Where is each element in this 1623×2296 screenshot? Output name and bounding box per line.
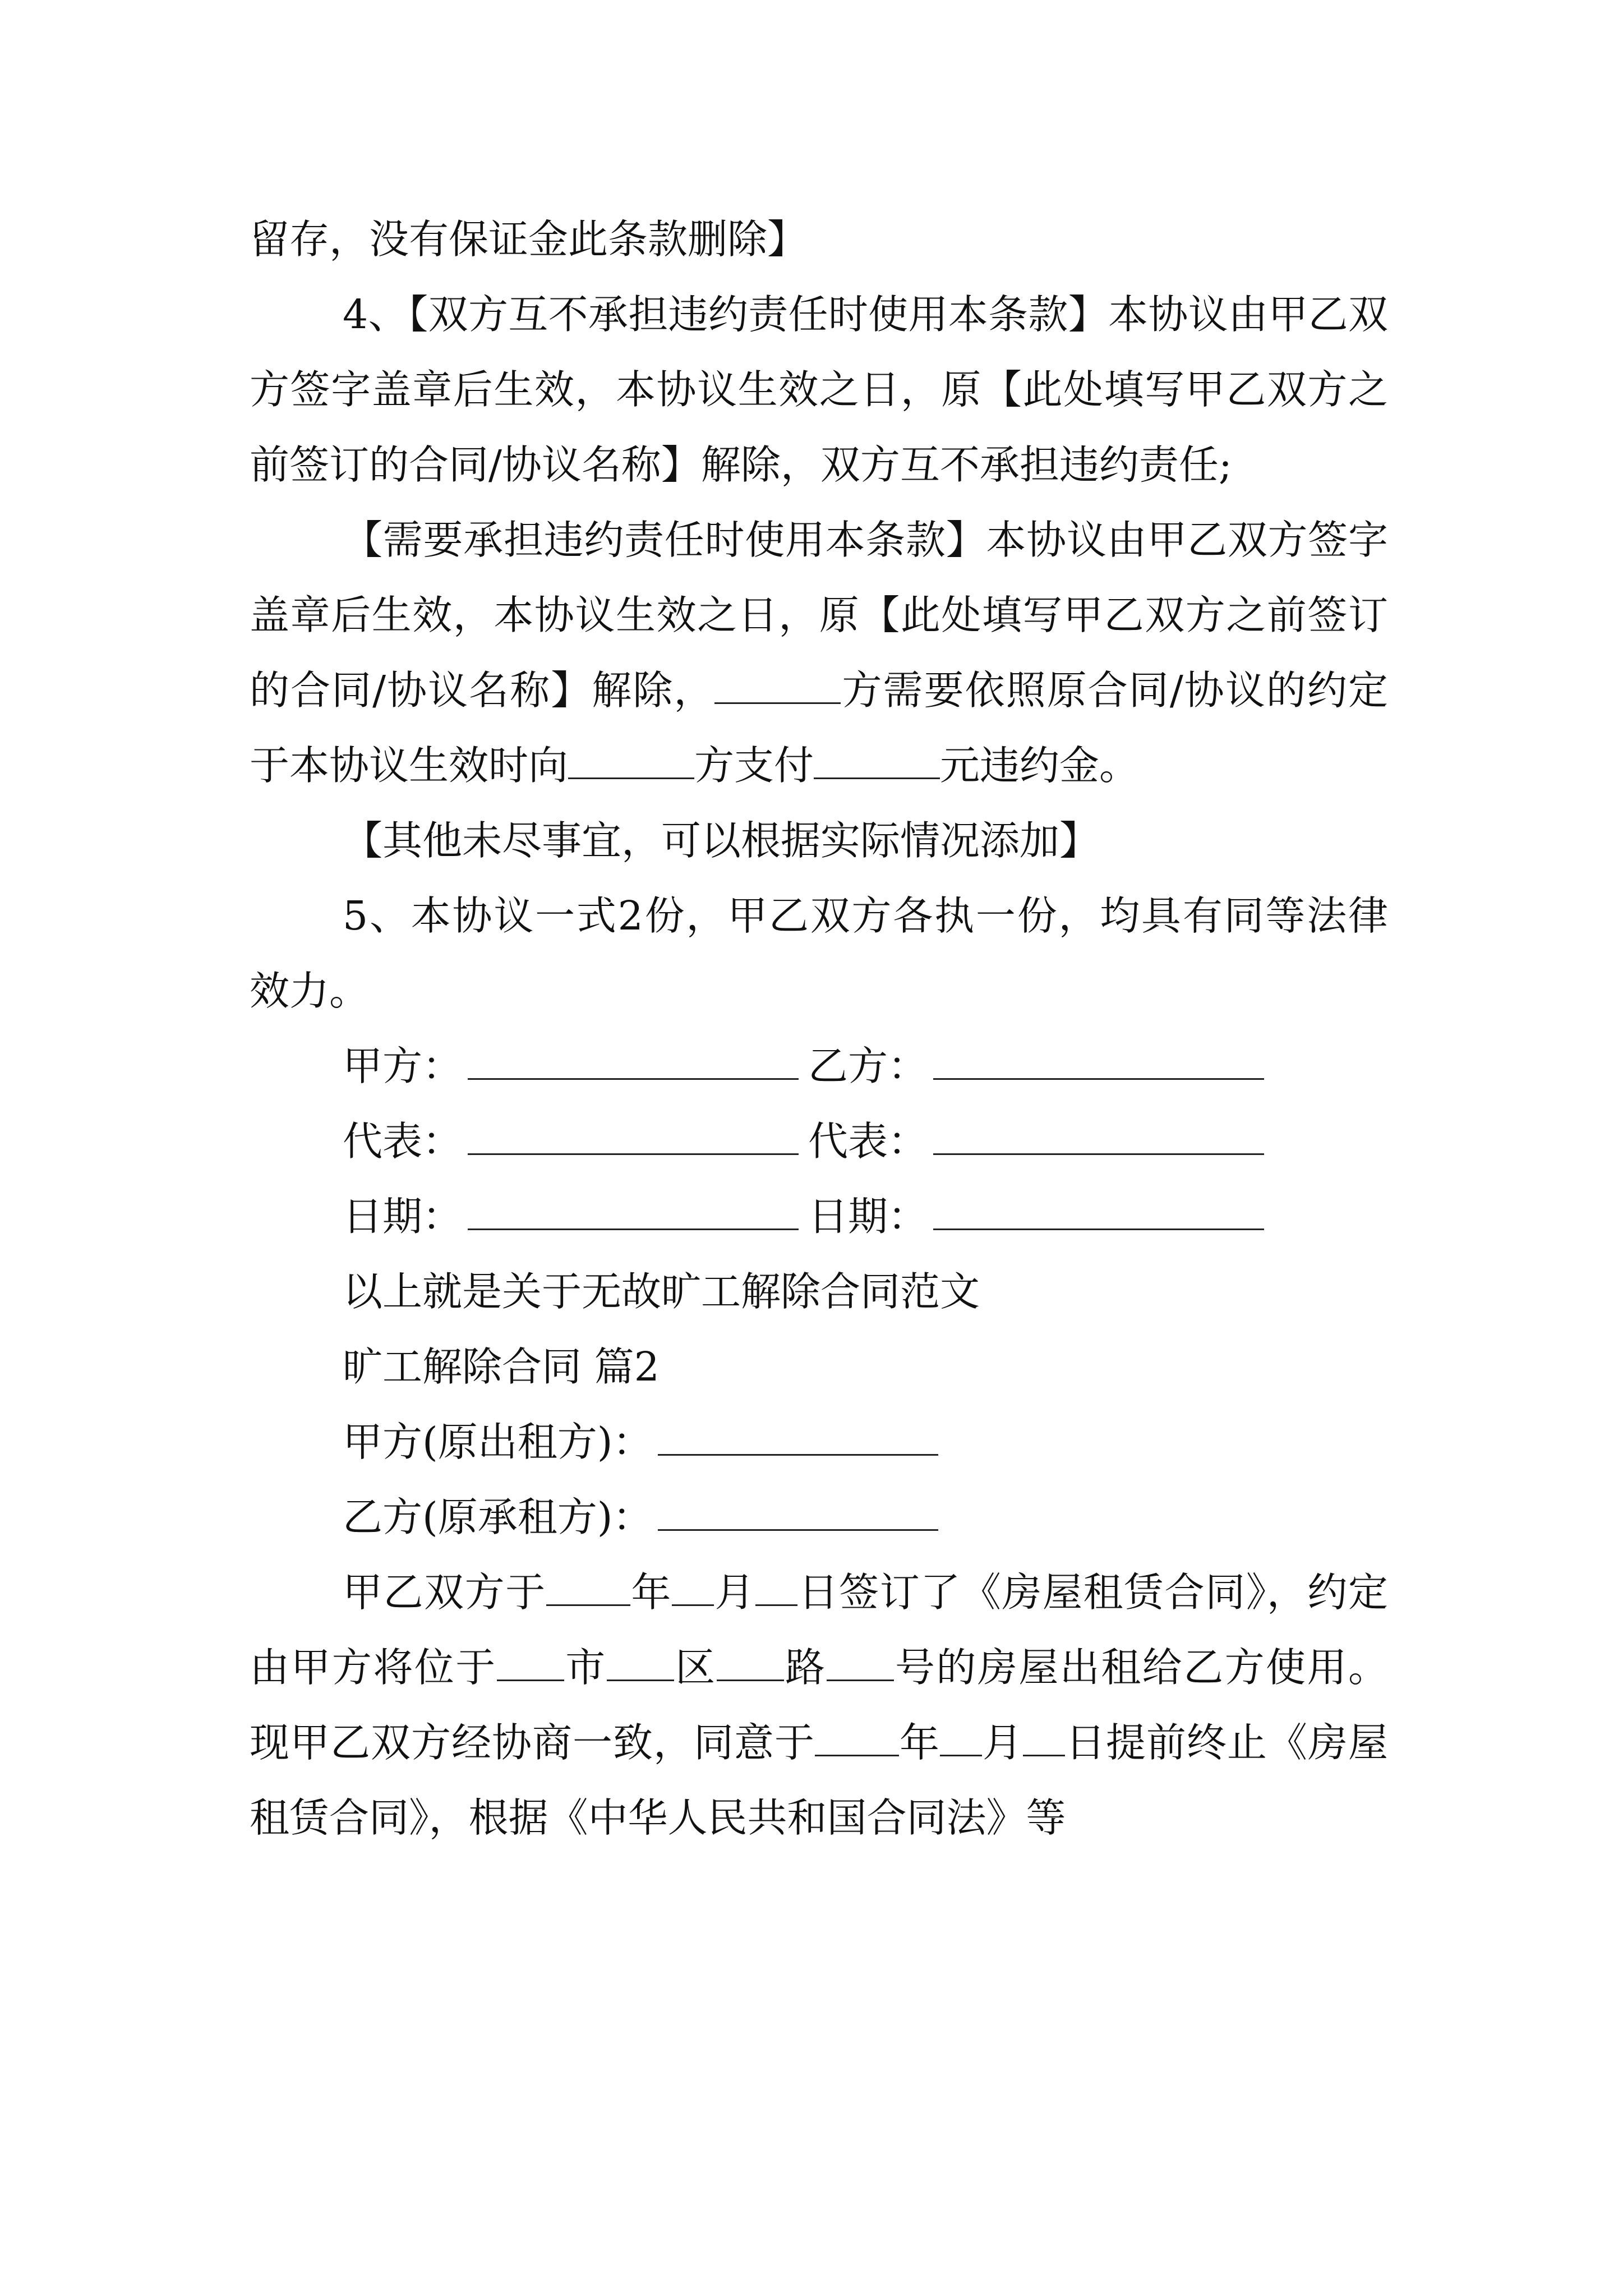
paragraph-breach-clause — [250, 503, 1388, 803]
lessee-row — [343, 1480, 1388, 1555]
lessee-field[interactable] — [658, 1490, 938, 1531]
rep-b-cell — [808, 1104, 1274, 1179]
blank-sign-year[interactable] — [546, 1565, 630, 1606]
blank-city[interactable] — [497, 1640, 564, 1681]
lessee-label: 乙方(原承租方)： — [343, 1494, 653, 1540]
rep-a-cell — [343, 1104, 808, 1179]
blank-number[interactable] — [827, 1640, 894, 1681]
party-a-cell — [343, 1029, 808, 1104]
blank-party[interactable] — [714, 663, 841, 704]
lessor-field[interactable] — [658, 1415, 938, 1456]
lease-text-3: 月 — [713, 1569, 756, 1616]
date-a-label: 日期： — [343, 1193, 463, 1240]
lessor-label: 甲方(原出租方)： — [343, 1419, 653, 1465]
date-b-cell — [808, 1179, 1274, 1254]
lease-text-1: 甲乙双方于 — [343, 1569, 546, 1616]
signature-row-party — [343, 1029, 1388, 1104]
blank-amount[interactable] — [814, 738, 940, 779]
rep-a-label: 代表： — [343, 1118, 463, 1165]
blank-sign-day[interactable] — [755, 1565, 797, 1606]
party-b-cell — [808, 1029, 1274, 1104]
breach-text-1: 【需要承担违约责任时使用本条款】本协议由甲乙双方签字盖章后生效，本协议生效之日，原【此处填写甲乙双方之前签订的合同/协议名称】解除， — [250, 517, 1388, 714]
summary-line: 以上就是关于无故旷工解除合同范文 — [343, 1268, 980, 1315]
blank-recipient[interactable] — [568, 738, 694, 779]
date-a-field[interactable] — [468, 1189, 799, 1230]
clause-4-text: 4、【双方互不承担违约责任时使用本条款】本协议由甲乙双方签字盖章后生效，本协议生效之日，原【此处填写甲乙双方之前签订的合同/协议名称】解除，双方互不承担违约责任; — [250, 291, 1388, 488]
paragraph-deposit-note — [250, 202, 1388, 277]
blank-end-month[interactable] — [940, 1715, 982, 1756]
lease-text-11: 日提前终止《房屋租赁合同》，根据《中华人民共和国合同法》等 — [250, 1719, 1388, 1841]
deposit-note-text: 留存，没有保证金此条款删除】 — [250, 216, 808, 263]
breach-text-3: 方支付 — [694, 742, 814, 789]
lease-text-10: 月 — [981, 1719, 1023, 1766]
lease-text-6: 区 — [674, 1644, 717, 1691]
blank-district[interactable] — [607, 1640, 674, 1681]
breach-text-2: 方需要依照原合同/协议的约定于本协议生效时向 — [250, 667, 1388, 789]
section-title: 旷工解除合同 篇2 — [343, 1343, 660, 1390]
date-a-cell — [343, 1179, 808, 1254]
other-matters-text: 【其他未尽事宜，可以根据实际情况添加】 — [343, 817, 1100, 864]
date-b-field[interactable] — [933, 1189, 1264, 1230]
paragraph-clause-5 — [250, 878, 1388, 1029]
date-b-label: 日期： — [808, 1193, 928, 1240]
lease-text-8: 号的房屋出租给乙方使用。现甲乙双方经协商一致，同意于 — [250, 1644, 1388, 1766]
party-b-field[interactable] — [933, 1039, 1264, 1080]
signature-row-date — [343, 1179, 1388, 1254]
paragraph-other-matters — [250, 803, 1388, 878]
breach-text-4: 元违约金。 — [940, 742, 1140, 789]
paragraph-lease-termination — [250, 1555, 1388, 1856]
blank-end-year[interactable] — [815, 1715, 899, 1756]
rep-b-field[interactable] — [933, 1114, 1264, 1155]
lease-text-5: 市 — [564, 1644, 607, 1691]
clause-5-text: 5、本协议一式2份，甲乙双方各执一份，均具有同等法律效力。 — [250, 892, 1388, 1014]
signature-block — [343, 1029, 1388, 1555]
document-page — [250, 202, 1388, 1856]
lease-text-7: 路 — [783, 1644, 827, 1691]
signature-row-rep — [343, 1104, 1388, 1179]
lease-text-4: 日签订了《房屋租赁合同》，约定由甲方将位于 — [250, 1569, 1388, 1691]
rep-b-label: 代表： — [808, 1118, 928, 1165]
lessor-row — [343, 1405, 1388, 1480]
paragraph-clause-4 — [250, 277, 1388, 503]
party-b-label: 乙方： — [808, 1043, 928, 1089]
section-title-row — [343, 1329, 1388, 1405]
lease-text-9: 年 — [898, 1719, 940, 1766]
party-a-label: 甲方： — [343, 1043, 463, 1089]
lease-text-2: 年 — [630, 1569, 672, 1616]
summary-row — [343, 1254, 1388, 1329]
blank-road[interactable] — [717, 1640, 784, 1681]
blank-end-day[interactable] — [1023, 1715, 1065, 1756]
rep-a-field[interactable] — [468, 1114, 799, 1155]
party-a-field[interactable] — [468, 1039, 799, 1080]
blank-sign-month[interactable] — [672, 1565, 714, 1606]
